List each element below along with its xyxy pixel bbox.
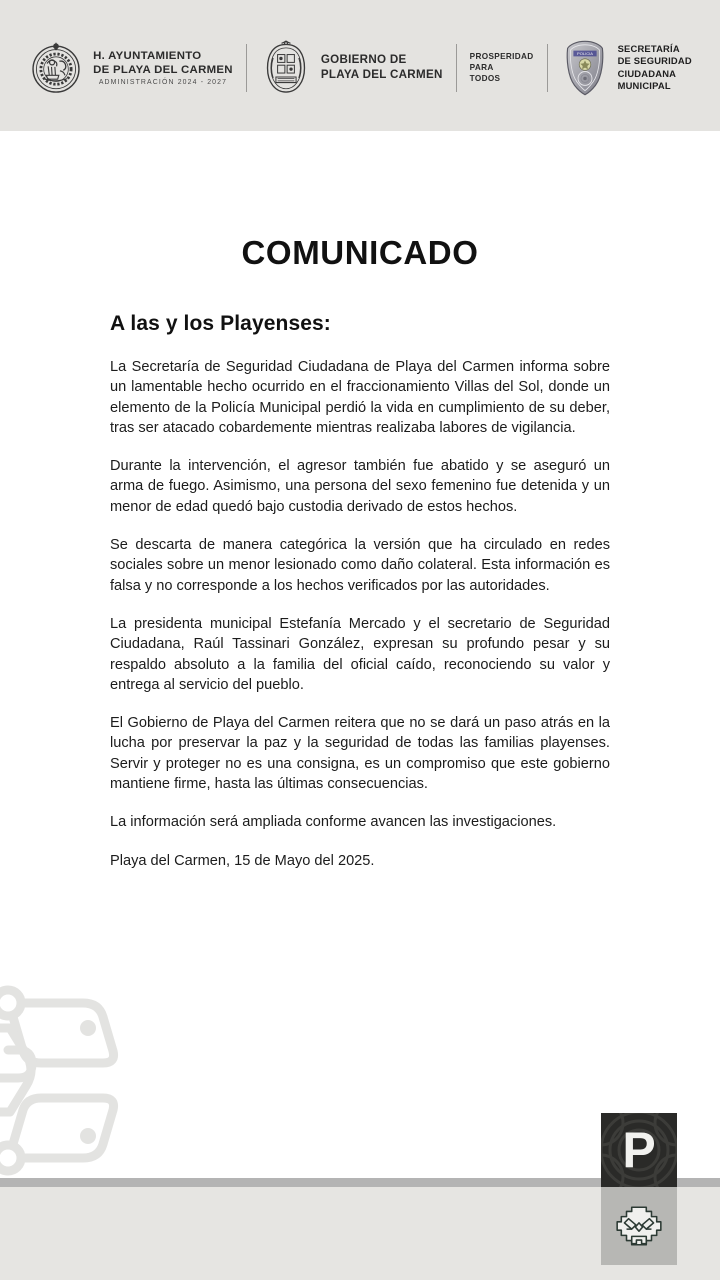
secretaria-line3: CIUDADANA [617,67,677,79]
secretaria-line2: DE SEGURIDAD [617,55,692,67]
paragraph-1: La Secretaría de Seguridad Ciudadana de Playa del Carmen informa sobre un lamentable hecho ocurrido en el fraccionamiento Villas del Sol, donde un elemento de la Policía Municipal perdió la vida en cumplimiento de su deber, tras ser atacado cobardemente mientras realizaba labores de vigilancia. [110,359,610,436]
paragraph-4: La presidenta municipal Estefanía Mercado y el secretario de Seguridad Ciudadana, Raúl Tassinari González, expresan su profundo pesar y su respaldo absoluto a la familia del oficial caído, reconociendo su valor y entrega al servicio del pueblo. [110,615,610,693]
paragraph-5: El Gobierno de Playa del Carmen reitera que no se dará un paso atrás en la lucha por preservar la paz y la seguridad de todas las familias playenses. Servir y proteger no es una consigna, es un compromiso que este gobierno mantiene firme, hasta las últimas consecuencias. [110,715,610,793]
header-divider-2 [456,44,457,92]
document-dateline: Playa del Carmen, 15 de Mayo del 2025. [110,852,375,869]
header-divider-1 [246,44,247,92]
brand-badge-p [601,1113,677,1187]
paragraph-3: Se descarta de manera categórica la versión que ha circulado en redes sociales sobre un menor lesionado como daño colateral. Esta información es falsa y no corresponde a los hechos verificados por las autoridades. [110,537,610,594]
abstract-line-pattern-icon [0,958,218,1198]
secretaria-line1: SECRETARÍA [617,43,680,55]
logo-ayuntamiento [28,40,233,96]
prosperidad-line3: TODOS [469,74,501,83]
logo-gobierno-line2: PLAYA DEL CARMEN [320,67,443,81]
logo-gobierno-text [321,53,443,82]
prosperidad-line2: PARA [469,63,494,72]
header-logo-row [28,39,692,97]
police-shield-icon [561,39,609,97]
municipal-crest-icon [28,40,84,96]
logo-gobierno-line1: GOBIERNO DE [320,53,407,66]
paragraph-2: Durante la intervención, el agresor también fue abatido y se aseguró un arma de fuego. Asimismo, una persona del sexo femenino fue detenida y un menor de edad quedó bajo custodia derivado de estos hechos. [110,458,610,515]
logo-ayuntamiento-line1: H. AYUNTAMIENTO [93,50,202,62]
header-divider-3 [547,44,548,92]
prosperidad-line1: PROSPERIDAD [469,52,534,61]
government-seal-icon [260,40,312,96]
logo-secretaria-seguridad [561,39,692,97]
brand-badge-glyph [601,1187,677,1265]
svg-text:POLICIA: POLICIA [576,50,593,56]
paragraph-6: La información será ampliada conforme avancen las investigaciones. [110,814,557,831]
logo-secretaria-text [618,43,692,92]
page-title: COMUNICADO [241,234,479,271]
logo-prosperidad [470,52,534,83]
logo-ayuntamiento-subtitle: ADMINISTRACIÓN 2024 - 2027 [98,79,228,86]
logo-ayuntamiento-text [93,49,233,86]
mayan-glyph-icon [613,1200,665,1252]
badge-letter: P [622,1122,656,1178]
secretaria-line4: MUNICIPAL [617,79,671,91]
logo-ayuntamiento-line2: DE PLAYA DEL CARMEN [93,64,233,76]
document-body [110,131,610,886]
logo-gobierno [260,40,443,96]
document-salutation: A las y los Playenses: [110,312,331,335]
header-band [0,0,720,131]
